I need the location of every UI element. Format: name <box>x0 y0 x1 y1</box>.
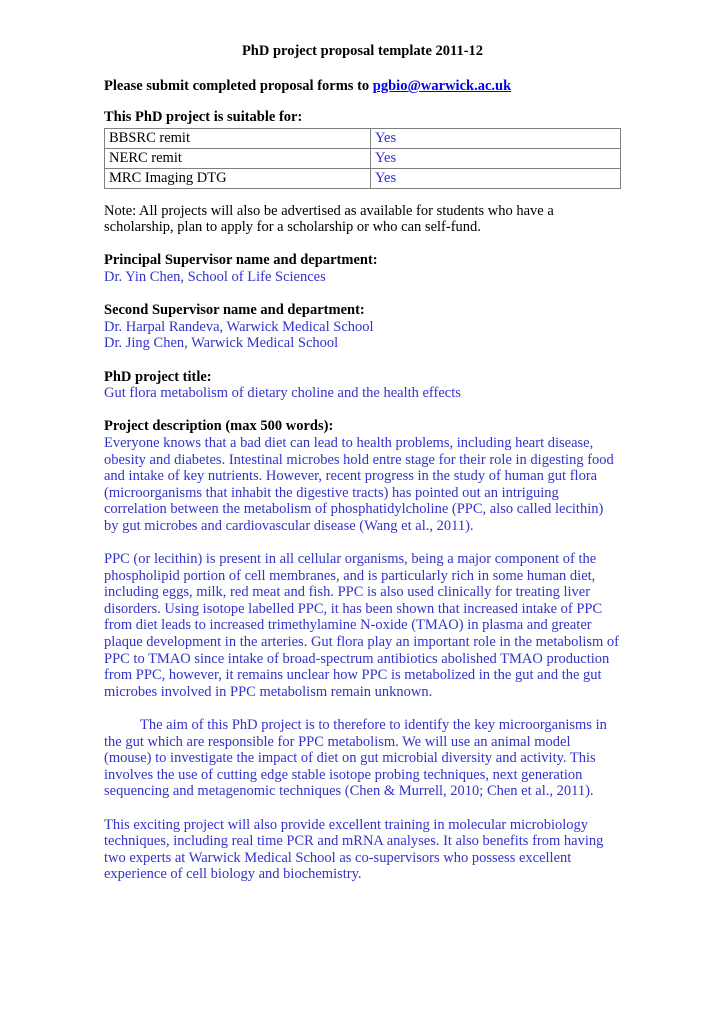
spacer <box>104 352 621 369</box>
table-cell-value: Yes <box>371 168 621 188</box>
spacer <box>104 534 621 551</box>
project-title-value: Gut flora metabolism of dietary choline and the health effects <box>104 385 461 402</box>
note-paragraph: Note: All projects will also be advertised as available for students who have a scholarship, plan to apply for a scholarship or who can self-fund. <box>104 202 554 236</box>
second-supervisor-value-2: Dr. Jing Chen, Warwick Medical School <box>104 335 339 352</box>
spacer <box>104 800 621 817</box>
suitability-heading: This PhD project is suitable for: <box>104 109 303 125</box>
spacer <box>104 700 621 717</box>
spacer <box>104 402 621 419</box>
table-cell-label: NERC remit <box>105 148 371 168</box>
spacer <box>104 60 621 78</box>
second-supervisor-heading: Second Supervisor name and department: <box>104 302 365 319</box>
description-paragraph-2: PPC (or lecithin) is present in all cellular organisms, being a major component of the phospholipid portion of cell membranes, and is particularly rich in some human diet, including eggs, milk, red meat and fish. PPC is also used clinically for treating liver disorders. Using isotope labelled PPC, it has been shown that increased intake of PPC from diet leads to increased trimethylamine N-oxide (TMAO) in plasma and greater plaque development in the arteries. Gut flora play an important role in the metabolism of PPC to TMAO since intake of broad-spectrum antibiotics abolished TMAO production from PPC, however, it remains unclear how PPC is metabolized in the gut and the gut microbes involved in PPC metabolism remain unknown. <box>104 551 619 700</box>
submit-instruction-text: Please submit completed proposal forms to <box>104 78 373 94</box>
project-description-heading: Project description (max 500 words): <box>104 418 334 435</box>
table-row <box>105 148 621 168</box>
spacer <box>104 286 621 303</box>
table-cell-label: MRC Imaging DTG <box>105 168 371 188</box>
description-paragraph-4: This exciting project will also provide excellent training in molecular microbiology techniques, including real time PCR and mRNA analyses. It also benefits from having two experts at Warwick Medical School as co-supervisors who possess excellent experience of cell biology and biochemistry. <box>104 816 604 883</box>
spacer <box>104 189 621 203</box>
page-title: PhD project proposal template 2011-12 <box>241 43 484 59</box>
table-cell-label: BBSRC remit <box>105 128 371 148</box>
description-paragraph-3: The aim of this PhD project is to therefore to identify the key microorganisms in the gut which are responsible for PPC metabolism. We will use an animal model (mouse) to investigate the impact of diet on gut microbial diversity and activity. This involves the use of cutting edge stable isotope probing techniques, next generation sequencing and metagenomic techniques (Chen & Murrell, 2010; Chen et al., 2011). <box>104 717 607 800</box>
spacer <box>104 95 621 109</box>
table-row <box>105 128 621 148</box>
submit-instruction <box>104 78 621 95</box>
second-supervisor-value-1: Dr. Harpal Randeva, Warwick Medical School <box>104 318 374 335</box>
table-row <box>105 168 621 188</box>
submit-email-link[interactable]: pgbio@warwick.ac.uk <box>372 78 512 94</box>
project-title-heading: PhD project title: <box>104 368 212 385</box>
spacer <box>104 236 621 253</box>
principal-supervisor-heading: Principal Supervisor name and department: <box>104 252 378 269</box>
suitability-table <box>104 128 621 189</box>
table-cell-value: Yes <box>371 128 621 148</box>
table-cell-value: Yes <box>371 148 621 168</box>
principal-supervisor-value: Dr. Yin Chen, School of Life Sciences <box>104 268 326 285</box>
description-paragraph-1: Everyone knows that a bad diet can lead to health problems, including heart disease, obesity and diabetes. Intestinal microbes hold entre stage for their role in digesting food and intake of key nutrients. However, recent progress in the study of human gut flora (microorganisms that inhabit the digestive tracts) has pointed out an intriguing correlation between the metabolism of phosphatidylcholine (PPC, also called lecithin) by gut microbes and cardiovascular disease (Wang et al., 2011). <box>104 434 614 534</box>
